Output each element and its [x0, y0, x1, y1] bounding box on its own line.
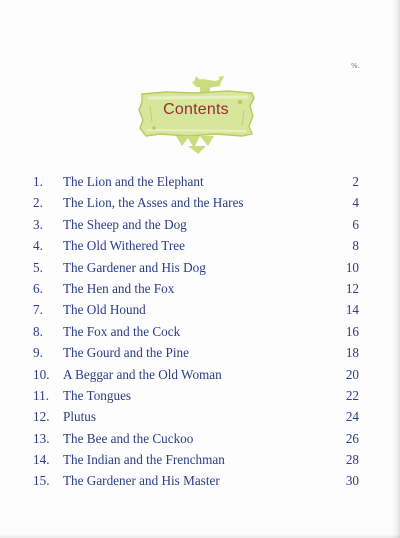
toc-page-number: 14 [345, 302, 359, 318]
toc-title: The Gourd and the Pine [63, 345, 189, 361]
corner-mark: %. [351, 62, 360, 70]
toc-number: 15. [33, 473, 50, 489]
toc-page-number: 4 [352, 195, 359, 211]
toc-row[interactable] [33, 385, 359, 406]
toc-number: 11. [33, 387, 49, 403]
toc-page-number: 22 [345, 387, 359, 403]
toc-number: 1. [33, 174, 43, 189]
toc-page-number: 30 [345, 473, 359, 489]
toc-title: The Gardener and His Dog [63, 259, 206, 275]
toc-number: 10. [33, 366, 50, 382]
toc-title: A Beggar and the Old Woman [63, 366, 222, 382]
toc-row[interactable] [33, 342, 359, 363]
page-bottom-shadow [0, 534, 400, 538]
toc-title: The Old Withered Tree [63, 238, 185, 254]
toc-number: 7. [33, 302, 43, 318]
page-title: Contents [163, 101, 229, 118]
toc-title: The Sheep and the Dog [63, 216, 187, 232]
toc-row[interactable] [33, 214, 359, 235]
toc-number: 5. [33, 259, 43, 275]
toc-row[interactable] [33, 449, 359, 470]
toc-row[interactable] [33, 364, 359, 385]
toc-row[interactable] [33, 171, 359, 192]
toc-row[interactable] [33, 192, 359, 213]
toc-number: 3. [33, 216, 43, 232]
toc-title: The Hen and the Fox [63, 280, 175, 296]
toc-page-number: 16 [345, 323, 359, 339]
toc-number: 14. [33, 452, 50, 468]
toc-page-number: 18 [345, 345, 359, 361]
toc-number: 8. [33, 323, 43, 339]
toc-title: The Fox and the Cock [63, 323, 181, 339]
toc-number: 6. [33, 280, 43, 296]
toc-title: The Old Hound [63, 302, 146, 318]
toc-title: The Tongues [63, 387, 132, 403]
page-edge-shadow [392, 0, 400, 538]
toc-number: 13. [33, 430, 50, 446]
toc-page-number: 26 [345, 430, 359, 446]
toc-title: The Gardener and His Master [63, 473, 220, 489]
contents-badge [136, 76, 256, 158]
toc-row[interactable] [33, 235, 359, 256]
toc-row[interactable] [33, 257, 359, 278]
toc-page-number: 12 [345, 280, 359, 296]
toc-title: The Lion and the Elephant [63, 174, 204, 189]
toc-row[interactable] [33, 470, 359, 491]
toc-row[interactable] [33, 278, 359, 299]
toc-title: Plutus [63, 409, 96, 425]
table-of-contents [33, 171, 359, 492]
toc-row[interactable] [33, 321, 359, 342]
toc-row[interactable] [33, 299, 359, 320]
toc-number: 4. [33, 238, 43, 254]
toc-page-number: 24 [345, 409, 359, 425]
toc-page-number: 28 [345, 452, 359, 468]
toc-row[interactable] [33, 406, 359, 427]
toc-page-number: 10 [345, 259, 359, 275]
toc-page-number: 20 [345, 366, 359, 382]
toc-row[interactable] [33, 428, 359, 449]
toc-title: The Lion, the Asses and the Hares [63, 195, 244, 211]
toc-title: The Indian and the Frenchman [63, 452, 225, 468]
toc-page-number: 2 [352, 174, 359, 189]
toc-title: The Bee and the Cuckoo [63, 430, 194, 446]
toc-page-number: 8 [352, 238, 359, 254]
toc-page-number: 6 [352, 216, 359, 232]
toc-number: 2. [33, 195, 43, 211]
toc-number: 12. [33, 409, 50, 425]
toc-number: 9. [33, 345, 43, 361]
